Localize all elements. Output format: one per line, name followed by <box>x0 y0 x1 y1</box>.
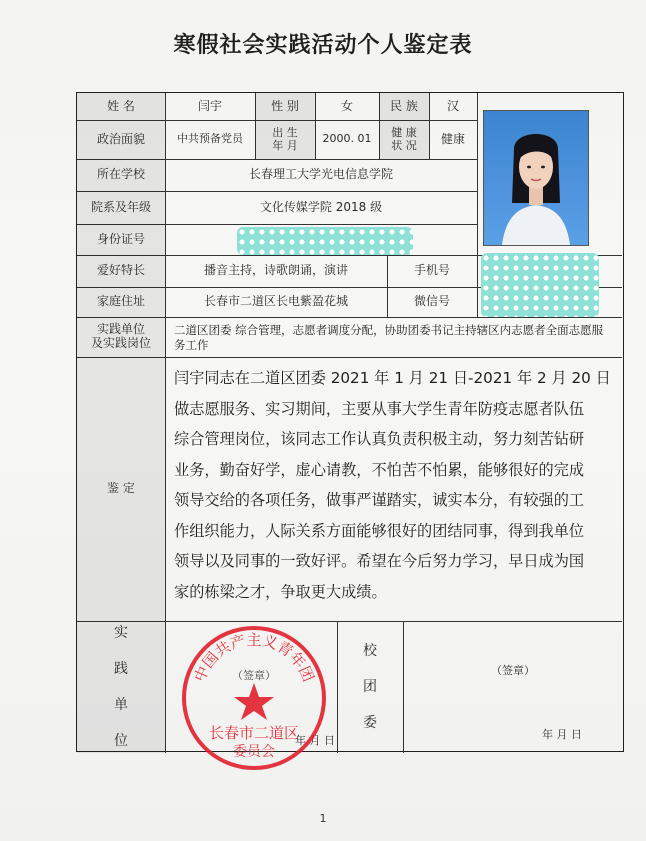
gender-label: 性 别 <box>255 93 315 120</box>
dept-value: 文化传媒学院 2018 级 <box>259 199 383 214</box>
ethnicity-value: 汉 <box>446 98 459 113</box>
unit-date: 年 月 日 <box>295 733 335 747</box>
school-label: 所在学校 <box>77 159 165 191</box>
appraisal-line: 综合管理岗位，该同志工作认真负责积极主动，努力刻苦钻研 <box>174 430 585 448</box>
gender-value: 女 <box>340 98 353 113</box>
seal-inner-text: 长春市二道区 <box>208 724 300 742</box>
school-sign-label: （签章） <box>491 663 535 677</box>
seal-sign-label: （签章） <box>232 669 276 682</box>
birth-value: 2000. 01 <box>322 132 372 146</box>
appraisal-line: 作组织能力，人际关系方面能够很好的团结同事，得到我单位 <box>174 521 585 540</box>
appraisal-line: 家的栋梁之才，争取更大成绩。 <box>174 582 387 601</box>
appraisal-text <box>174 363 618 607</box>
appraisal-line: 闫宇同志在二道区团委 2021 年 1 月 21 日-2021 年 2 月 20 日 <box>174 369 611 387</box>
school-committee-label: 校 团 委 <box>363 642 377 732</box>
appraisal-line: 领导以及同事的一致好评。希望在今后努力学习，早日成为国 <box>174 552 585 570</box>
school-date: 年 月 日 <box>542 727 582 741</box>
ethnicity-label: 民 族 <box>379 93 429 120</box>
appraisal-line: 业务，勤奋好学，虚心请教，不怕苦不怕累，能够很好的完成 <box>174 460 585 479</box>
political-label: 政治面貌 <box>77 120 165 159</box>
dept-label: 院系及年级 <box>77 191 165 224</box>
phone-label: 手机号 <box>413 263 450 278</box>
hobby-value: 播音主持，诗歌朗诵，演讲 <box>203 263 348 278</box>
health-label: 健 康 状 况 <box>379 120 429 159</box>
appraisal-label: 鉴 定 <box>77 357 165 621</box>
official-seal <box>179 623 329 773</box>
page-number: 1 <box>319 812 327 825</box>
document-title: 寒假社会实践活动个人鉴定表 <box>173 32 473 58</box>
seal-outer-text: 中国共产主义青年团 <box>190 630 318 685</box>
name-value: 闫宇 <box>197 98 222 113</box>
practice-unit-duty: 二道区团委 综合管理，志愿者调度分配，协助团委书记主持辖区内志愿者全面志愿服务工作 <box>174 323 604 352</box>
privacy-mask-contact <box>481 253 599 317</box>
political-value: 中共预备党员 <box>177 132 243 146</box>
name-label: 姓 名 <box>77 93 165 120</box>
appraisal-line: 做志愿服务、实习期间，主要从事大学生青年防疫志愿者队伍 <box>174 399 585 418</box>
idcard-label: 身份证号 <box>77 224 165 255</box>
seal-bottom-text: 委员会 <box>233 744 275 760</box>
wechat-label: 微信号 <box>413 294 450 309</box>
address-value: 长春市二道区长电紫盈花城 <box>203 294 348 309</box>
birth-label: 出 生 年 月 <box>255 120 315 159</box>
school-value: 长春理工大学光电信息学院 <box>248 167 393 182</box>
unit-label: 实践单位 及实践岗位 <box>77 317 165 357</box>
privacy-mask-idcard <box>237 227 413 255</box>
address-label: 家庭住址 <box>77 287 165 317</box>
health-value: 健康 <box>440 131 465 146</box>
appraisal-line: 领导交给的各项任务，做事严谨踏实，诚实本分，有较强的工 <box>174 491 585 509</box>
practice-unit-label: 实 践 单 位 <box>77 621 165 753</box>
id-photo <box>483 110 589 246</box>
hobby-label: 爱好特长 <box>77 255 165 287</box>
appraisal-form-table <box>76 92 624 760</box>
